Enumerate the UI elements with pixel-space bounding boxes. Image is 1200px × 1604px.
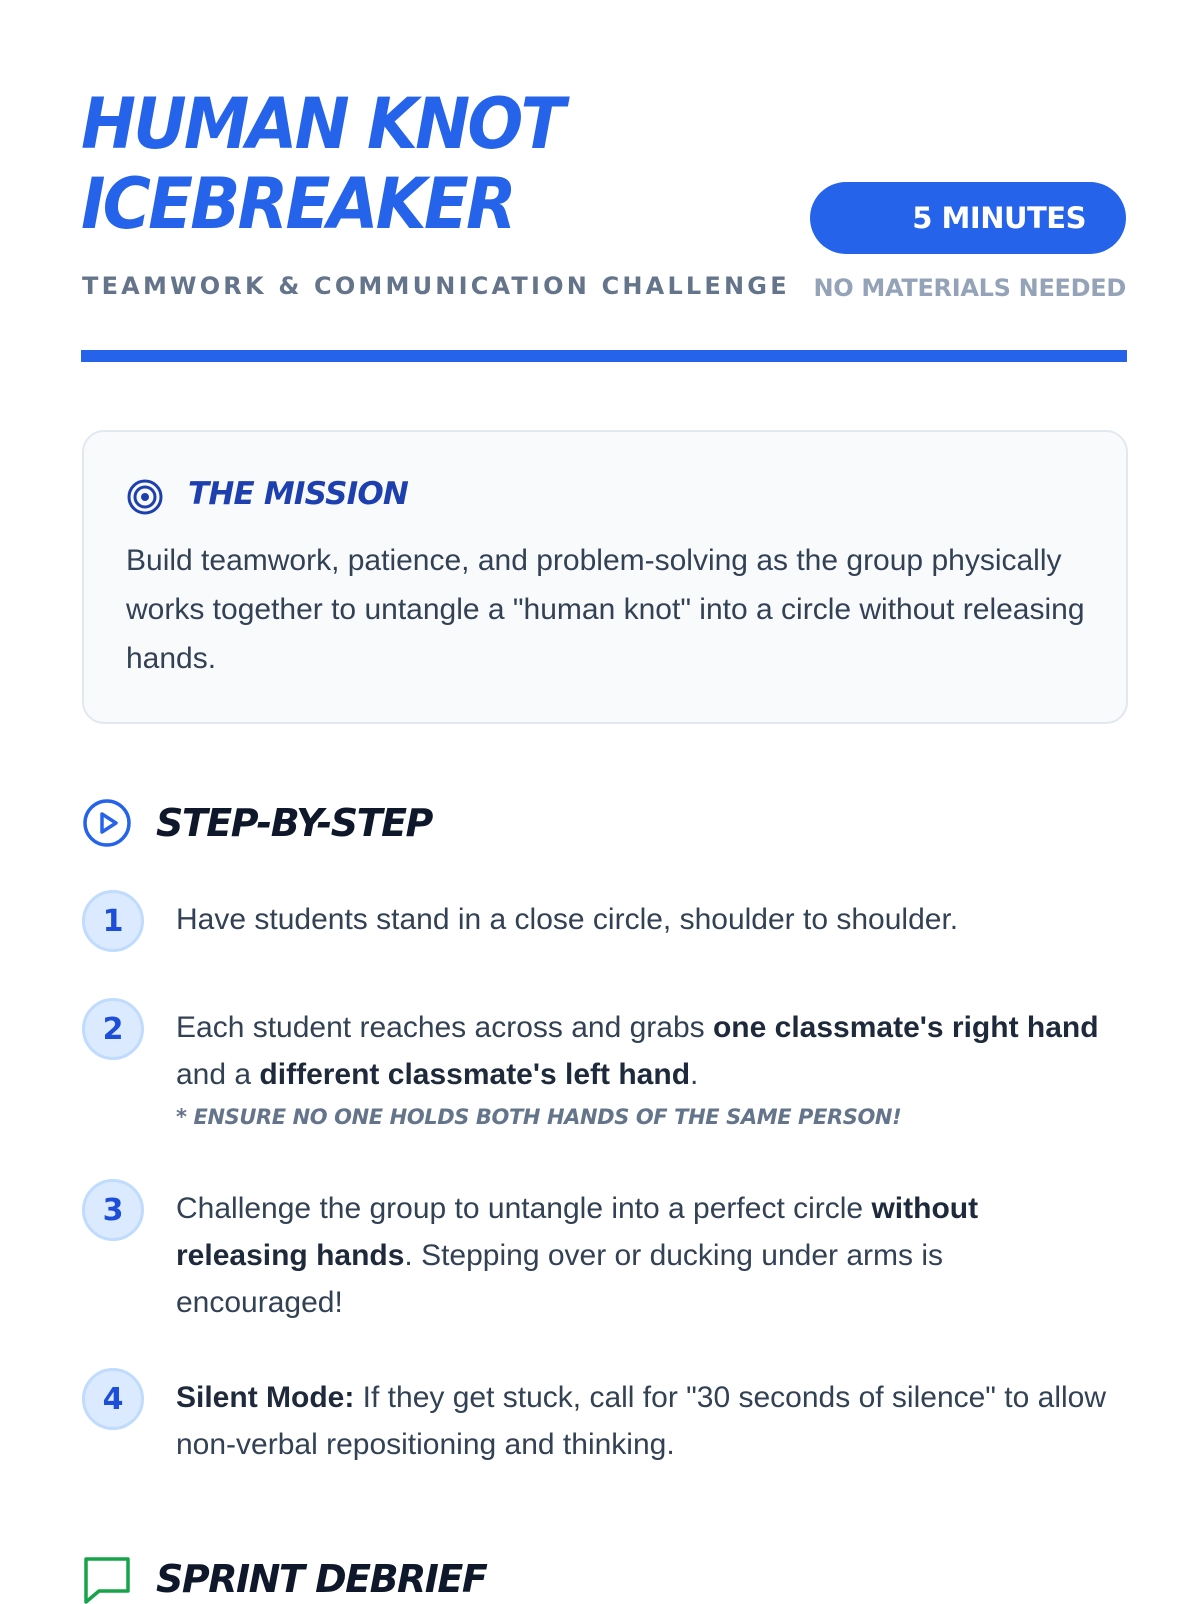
step-number: 1	[82, 890, 144, 952]
step-text-part: Each student reaches across and grabs	[176, 1011, 713, 1044]
step-text-part: and a	[176, 1058, 260, 1091]
title-line-2: ICEBREAKER	[81, 163, 514, 245]
mission-card	[82, 430, 1128, 724]
step-emphasis: without releasing hands	[176, 1192, 979, 1272]
debrief-section-title: SPRINT DEBRIEF	[156, 1557, 487, 1601]
step-number: 4	[82, 1368, 144, 1430]
play-circle-icon	[82, 798, 132, 848]
step-number: 3	[82, 1179, 144, 1241]
step-text-part: If they get stuck, call for "30 seconds of silence" to allow non-verbal repositioning and thinking.	[176, 1381, 1107, 1461]
duration-label: 5 MINUTES	[912, 201, 1086, 235]
step-text-part: . Stepping over or ducking under arms is encouraged!	[176, 1239, 944, 1319]
chat-bubble-icon	[82, 1554, 132, 1604]
duration-badge	[810, 182, 1126, 254]
header-divider	[81, 350, 1127, 362]
step-text	[176, 1004, 1116, 1134]
step-emphasis: different classmate's left hand	[259, 1058, 691, 1091]
step-emphasis: one classmate's right hand	[712, 1011, 1099, 1044]
step-text	[176, 896, 1116, 943]
step-number: 2	[82, 998, 144, 1060]
step-text	[176, 1185, 1116, 1326]
step-warning-note: * ENSURE NO ONE HOLDS BOTH HANDS OF THE SAME PERSON!	[176, 1105, 902, 1129]
steps-section-title: STEP-BY-STEP	[156, 801, 432, 845]
target-icon	[126, 478, 164, 516]
step-text	[176, 1374, 1116, 1468]
title-line-1: HUMAN KNOT	[81, 83, 563, 165]
materials-note: NO MATERIALS NEEDED	[813, 274, 1126, 302]
step-emphasis: Silent Mode:	[176, 1381, 355, 1414]
step-text-part: .	[690, 1058, 699, 1091]
subtitle: TEAMWORK & COMMUNICATION CHALLENGE	[82, 272, 790, 300]
mission-text: Build teamwork, patience, and problem-solving as the group physically works together to untangle a "human knot" into a circle without releasing hands.	[126, 544, 1085, 675]
step-text-part: Challenge the group to untangle into a perfect circle	[176, 1192, 872, 1225]
mission-heading: THE MISSION	[188, 476, 409, 512]
step-text-part: Have students stand in a close circle, shoulder to shoulder.	[176, 903, 959, 936]
